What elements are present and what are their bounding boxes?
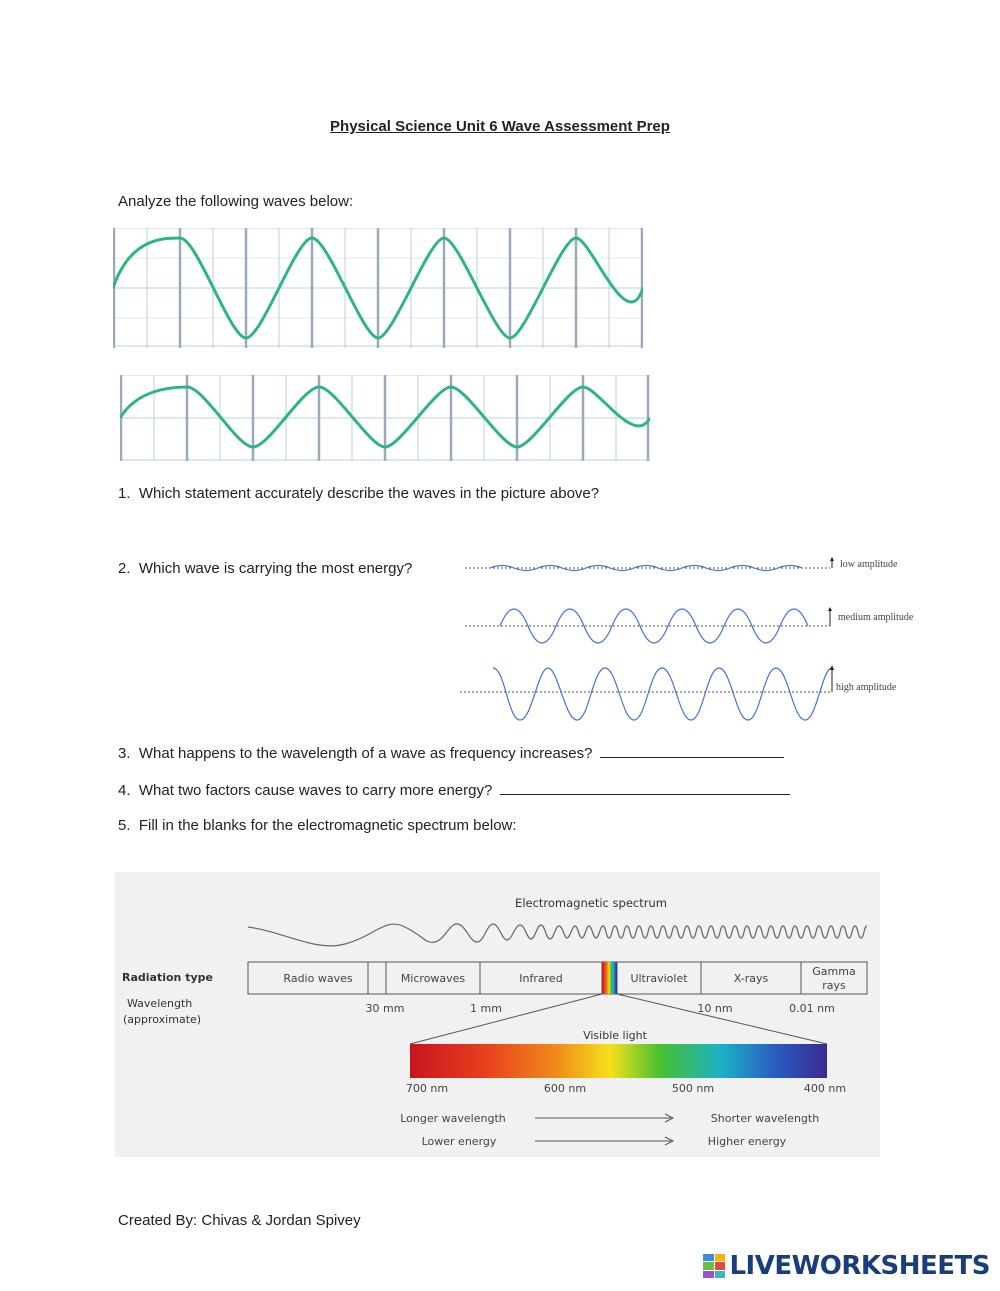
- question-2: 2. Which wave is carrying the most energy?: [118, 560, 413, 577]
- visible-light-label: Visible light: [583, 1029, 647, 1042]
- grid: [113, 228, 643, 348]
- higher-energy-label: Higher energy: [707, 1135, 787, 1148]
- credit-text: Created By: Chivas & Jordan Spivey: [118, 1212, 361, 1229]
- type-microwaves: Microwaves: [400, 972, 466, 985]
- visible-tick-700: 700 nm: [405, 1082, 449, 1095]
- high-amplitude-wave: [493, 668, 832, 720]
- wavelength-10nm: 10 nm: [697, 1002, 733, 1015]
- type-xrays: X-rays: [733, 972, 769, 985]
- type-radio: Radio waves: [283, 972, 353, 985]
- wave-graph-1: [113, 228, 643, 348]
- question-5: 5. Fill in the blanks for the electromagnetic spectrum below:: [118, 817, 517, 834]
- amplitude-waves: [460, 550, 920, 730]
- visible-tick-600: 600 nm: [543, 1082, 587, 1095]
- wave-graph-2: [120, 375, 650, 461]
- medium-amplitude-label: medium amplitude: [838, 612, 914, 623]
- visible-tick-400: 400 nm: [803, 1082, 847, 1095]
- wavelength-label: Wavelength: [127, 997, 193, 1010]
- intro-text: Analyze the following waves below:: [118, 193, 354, 210]
- page-title: Physical Science Unit 6 Wave Assessment Prep: [330, 118, 670, 135]
- radiation-type-label: Radiation type: [122, 971, 213, 984]
- high-amplitude-label: high amplitude: [836, 682, 897, 693]
- wavelength-approx-label: (approximate): [123, 1013, 202, 1026]
- type-gamma: Gamma: [812, 965, 856, 978]
- visible-tick-500: 500 nm: [671, 1082, 715, 1095]
- type-ultraviolet: Ultraviolet: [630, 972, 688, 985]
- spectrum-title: Electromagnetic spectrum: [515, 896, 667, 910]
- low-amplitude-label: low amplitude: [840, 559, 898, 570]
- wavelength-1mm: 1 mm: [470, 1002, 502, 1015]
- answer-blank-4[interactable]: [500, 780, 790, 795]
- wavelength-30mm: 30 mm: [365, 1002, 405, 1015]
- question-4: 4. What two factors cause waves to carry more energy?: [118, 780, 790, 799]
- question-1: 1. Which statement accurately describe the waves in the picture above?: [118, 485, 600, 502]
- wavelength-001nm: 0.01 nm: [789, 1002, 835, 1015]
- visible-spectrum-bar: [410, 1044, 827, 1078]
- shorter-wavelength-label: Shorter wavelength: [710, 1112, 820, 1125]
- lower-energy-label: Lower energy: [421, 1135, 497, 1148]
- liveworksheets-logo: [703, 1251, 990, 1281]
- em-spectrum-diagram: [115, 872, 880, 1157]
- brand-name: LIVEWORKSHEETS: [729, 1251, 990, 1281]
- question-3: 3. What happens to the wavelength of a wave as frequency increases?: [118, 743, 784, 762]
- logo-icon: [703, 1254, 725, 1278]
- type-gamma-rays: rays: [822, 979, 846, 992]
- type-infrared: Infrared: [519, 972, 563, 985]
- longer-wavelength-label: Longer wavelength: [400, 1112, 506, 1125]
- answer-blank-3[interactable]: [600, 743, 784, 758]
- visible-strip: [602, 962, 617, 994]
